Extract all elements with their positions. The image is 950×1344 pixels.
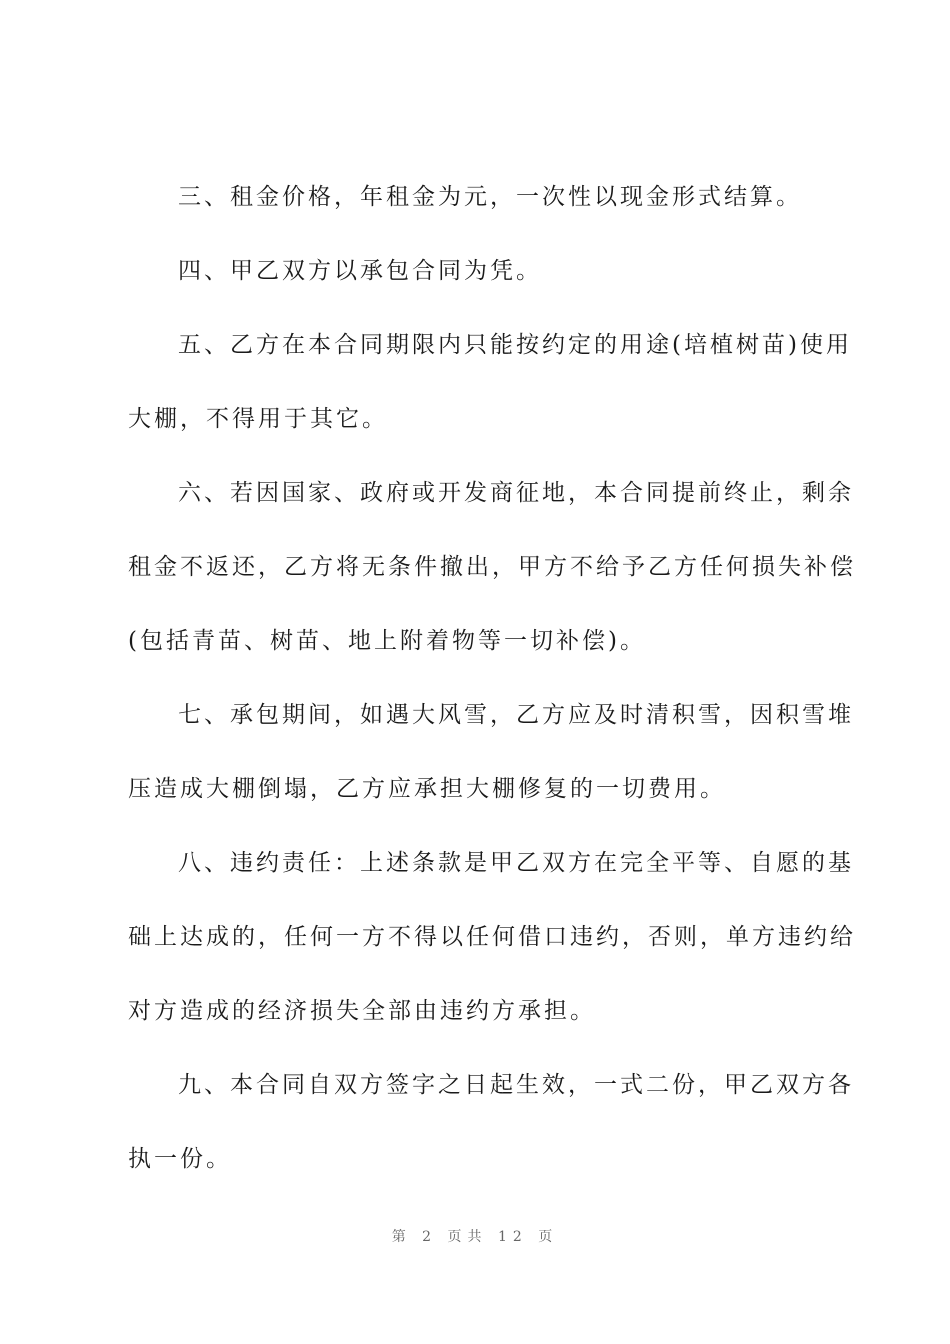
clause-9-line-1: 九、本合同自双方签字之日起生效，一式二份，甲乙双方各 xyxy=(178,1072,854,1098)
page-number-footer: 第 2 页共 12 页 xyxy=(391,1229,559,1245)
clause-7-line-1: 七、承包期间，如遇大风雪，乙方应及时清积雪，因积雪堆 xyxy=(178,702,854,728)
clause-8-line-2: 础上达成的，任何一方不得以任何借口违约，否则，单方违约给 xyxy=(128,924,856,950)
clause-7-line-2: 压造成大棚倒塌，乙方应承担大棚修复的一切费用。 xyxy=(128,776,726,802)
clause-3-line-1: 三、租金价格，年租金为元，一次性以现金形式结算。 xyxy=(178,184,802,210)
clause-5-line-2: 大棚，不得用于其它。 xyxy=(128,406,388,432)
clause-8-line-3: 对方造成的经济损失全部由违约方承担。 xyxy=(128,998,596,1024)
clause-6-line-2: 租金不返还，乙方将无条件撤出，甲方不给予乙方任何损失补偿 xyxy=(128,554,856,580)
clause-6-line-3: (包括青苗、树苗、地上附着物等一切补偿)。 xyxy=(128,628,646,654)
clause-8-line-1: 八、违约责任：上述条款是甲乙双方在完全平等、自愿的基 xyxy=(178,850,854,876)
clause-5-line-1: 五、乙方在本合同期限内只能按约定的用途(培植树苗)使用 xyxy=(178,332,852,358)
clause-4-line-1: 四、甲乙双方以承包合同为凭。 xyxy=(178,258,542,284)
clause-9-line-2: 执一份。 xyxy=(128,1146,232,1172)
clause-6-line-1: 六、若因国家、政府或开发商征地，本合同提前终止，剩余 xyxy=(178,480,854,506)
